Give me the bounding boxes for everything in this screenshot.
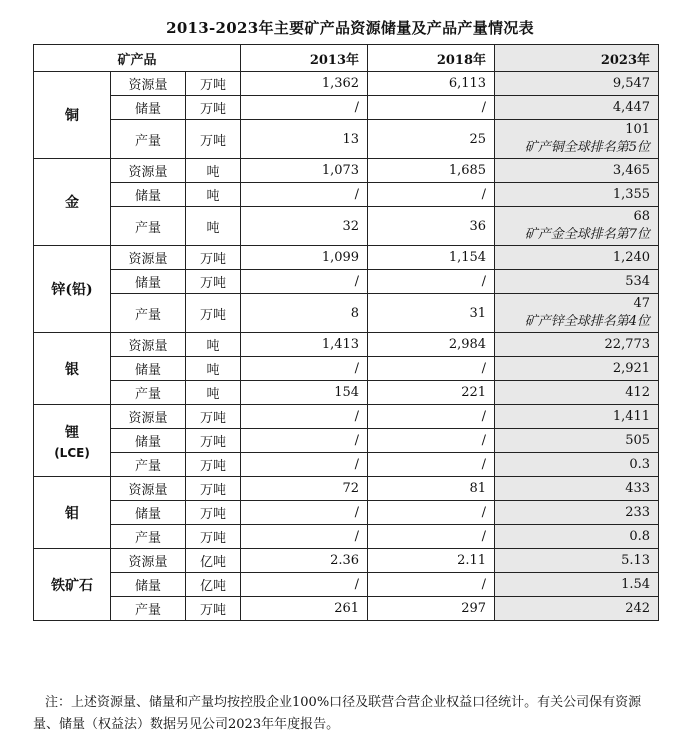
value-2013: / bbox=[241, 453, 368, 477]
unit-cell: 吨 bbox=[186, 381, 241, 405]
value-2013: 1,099 bbox=[241, 246, 368, 270]
value-2013: / bbox=[241, 501, 368, 525]
value-2013: 72 bbox=[241, 477, 368, 501]
item-cell: 储量 bbox=[111, 357, 186, 381]
table-row bbox=[34, 357, 659, 381]
unit-cell: 万吨 bbox=[186, 294, 241, 333]
unit-cell: 万吨 bbox=[186, 429, 241, 453]
value-2023: 233 bbox=[495, 501, 659, 525]
item-cell: 产量 bbox=[111, 294, 186, 333]
unit-cell: 吨 bbox=[186, 333, 241, 357]
table-title: 2013-2023年主要矿产品资源储量及产品产量情况表 bbox=[166, 19, 534, 37]
value-2023: 0.3 bbox=[495, 453, 659, 477]
global-rank-note: 矿产铜全球排名第5位 bbox=[524, 140, 651, 155]
table-row bbox=[34, 333, 659, 357]
unit-cell: 亿吨 bbox=[186, 573, 241, 597]
value-2018: 31 bbox=[368, 294, 495, 333]
value-2013: / bbox=[241, 96, 368, 120]
mineral-name bbox=[34, 549, 111, 621]
unit-cell: 万吨 bbox=[186, 246, 241, 270]
item-cell: 储量 bbox=[111, 429, 186, 453]
unit-cell: 万吨 bbox=[186, 270, 241, 294]
value-2013: 13 bbox=[241, 120, 368, 159]
value-2013: / bbox=[241, 573, 368, 597]
value-2013: / bbox=[241, 183, 368, 207]
value-2018: / bbox=[368, 405, 495, 429]
table-row bbox=[34, 405, 659, 429]
table-row bbox=[34, 183, 659, 207]
table-row bbox=[34, 72, 659, 96]
value-2023: 433 bbox=[495, 477, 659, 501]
value-2013: / bbox=[241, 429, 368, 453]
table-row bbox=[34, 246, 659, 270]
value-2018: 1,154 bbox=[368, 246, 495, 270]
header-2023: 2023年 bbox=[495, 45, 659, 72]
value-2023: 412 bbox=[495, 381, 659, 405]
value-2018: / bbox=[368, 96, 495, 120]
value-2023: 4,447 bbox=[495, 96, 659, 120]
item-cell: 产量 bbox=[111, 381, 186, 405]
value-2018: 36 bbox=[368, 207, 495, 246]
table-row bbox=[34, 120, 659, 159]
value-2023-number: 68 bbox=[633, 209, 651, 224]
value-2023 bbox=[495, 294, 659, 333]
item-cell: 储量 bbox=[111, 183, 186, 207]
mineral-label: 钼 bbox=[65, 505, 79, 522]
mineral-name bbox=[34, 477, 111, 549]
unit-cell: 吨 bbox=[186, 183, 241, 207]
value-2013: / bbox=[241, 357, 368, 381]
item-cell: 资源量 bbox=[111, 72, 186, 96]
value-2023: 9,547 bbox=[495, 72, 659, 96]
value-2023: 534 bbox=[495, 270, 659, 294]
value-2018: 221 bbox=[368, 381, 495, 405]
value-2013: 154 bbox=[241, 381, 368, 405]
value-2018: 297 bbox=[368, 597, 495, 621]
global-rank-note: 矿产金全球排名第7位 bbox=[524, 227, 651, 242]
mineral-table bbox=[33, 44, 659, 621]
value-2018: / bbox=[368, 429, 495, 453]
unit-cell: 万吨 bbox=[186, 72, 241, 96]
table-row bbox=[34, 597, 659, 621]
table-row bbox=[34, 96, 659, 120]
unit-cell: 万吨 bbox=[186, 597, 241, 621]
value-2018: / bbox=[368, 183, 495, 207]
value-2013: 32 bbox=[241, 207, 368, 246]
mineral-name bbox=[34, 333, 111, 405]
unit-cell: 万吨 bbox=[186, 120, 241, 159]
item-cell: 资源量 bbox=[111, 333, 186, 357]
unit-cell: 万吨 bbox=[186, 453, 241, 477]
value-2018: / bbox=[368, 501, 495, 525]
value-2013: 8 bbox=[241, 294, 368, 333]
unit-cell: 亿吨 bbox=[186, 549, 241, 573]
mineral-name bbox=[34, 246, 111, 333]
mineral-label: 锌(铅) bbox=[51, 282, 93, 298]
value-2018: / bbox=[368, 573, 495, 597]
mineral-name bbox=[34, 159, 111, 246]
value-2013: / bbox=[241, 270, 368, 294]
table-row bbox=[34, 525, 659, 549]
item-cell: 资源量 bbox=[111, 159, 186, 183]
header-row bbox=[34, 45, 659, 72]
table-row bbox=[34, 429, 659, 453]
unit-cell: 万吨 bbox=[186, 405, 241, 429]
value-2023: 2,921 bbox=[495, 357, 659, 381]
value-2018: 81 bbox=[368, 477, 495, 501]
value-2023: 3,465 bbox=[495, 159, 659, 183]
item-cell: 资源量 bbox=[111, 477, 186, 501]
value-2023: 1,355 bbox=[495, 183, 659, 207]
item-cell: 产量 bbox=[111, 597, 186, 621]
mineral-label: 铁矿石 bbox=[51, 577, 93, 594]
value-2023-number: 101 bbox=[625, 122, 651, 137]
value-2023 bbox=[495, 207, 659, 246]
value-2023: 242 bbox=[495, 597, 659, 621]
footnote: 注：上述资源量、储量和产量均按控股企业100%口径及联营合营企业权益口径统计。有关公司保有资源量、储量（权益法）数据另见公司2023年年度报告。 bbox=[33, 695, 642, 732]
mineral-label: 铜 bbox=[65, 108, 79, 124]
value-2023 bbox=[495, 120, 659, 159]
unit-cell: 吨 bbox=[186, 207, 241, 246]
value-2023: 505 bbox=[495, 429, 659, 453]
value-2023: 22,773 bbox=[495, 333, 659, 357]
header-mineral: 矿产品 bbox=[34, 45, 241, 72]
value-2013: 1,073 bbox=[241, 159, 368, 183]
value-2018: 1,685 bbox=[368, 159, 495, 183]
value-2013: 261 bbox=[241, 597, 368, 621]
unit-cell: 吨 bbox=[186, 159, 241, 183]
value-2018: / bbox=[368, 270, 495, 294]
value-2013: 2.36 bbox=[241, 549, 368, 573]
value-2013: / bbox=[241, 405, 368, 429]
unit-cell: 万吨 bbox=[186, 477, 241, 501]
table-row bbox=[34, 549, 659, 573]
table-row bbox=[34, 294, 659, 333]
unit-cell: 吨 bbox=[186, 357, 241, 381]
mineral-name bbox=[34, 72, 111, 159]
cropped-top-line bbox=[40, 0, 310, 5]
value-2018: / bbox=[368, 525, 495, 549]
item-cell: 储量 bbox=[111, 270, 186, 294]
mineral-label: 锂 bbox=[65, 424, 79, 441]
item-cell: 产量 bbox=[111, 525, 186, 549]
header-2018: 2018年 bbox=[368, 45, 495, 72]
item-cell: 产量 bbox=[111, 207, 186, 246]
global-rank-note: 矿产锌全球排名第4位 bbox=[524, 314, 651, 329]
unit-cell: 万吨 bbox=[186, 525, 241, 549]
item-cell: 产量 bbox=[111, 120, 186, 159]
value-2023: 0.8 bbox=[495, 525, 659, 549]
unit-cell: 万吨 bbox=[186, 501, 241, 525]
mineral-label: 金 bbox=[65, 195, 79, 211]
item-cell: 储量 bbox=[111, 96, 186, 120]
unit-cell: 万吨 bbox=[186, 96, 241, 120]
table-row bbox=[34, 453, 659, 477]
table-row bbox=[34, 477, 659, 501]
table-row bbox=[34, 501, 659, 525]
value-2023: 5.13 bbox=[495, 549, 659, 573]
value-2018: 2,984 bbox=[368, 333, 495, 357]
value-2023-number: 47 bbox=[633, 296, 651, 311]
value-2013: / bbox=[241, 525, 368, 549]
item-cell: 产量 bbox=[111, 453, 186, 477]
mineral-label: 银 bbox=[65, 361, 79, 378]
value-2013: 1,362 bbox=[241, 72, 368, 96]
table-row bbox=[34, 573, 659, 597]
value-2023: 1.54 bbox=[495, 573, 659, 597]
value-2018: 25 bbox=[368, 120, 495, 159]
value-2023: 1,240 bbox=[495, 246, 659, 270]
value-2018: / bbox=[368, 453, 495, 477]
mineral-sublabel: (LCE) bbox=[54, 445, 90, 460]
table-row bbox=[34, 159, 659, 183]
item-cell: 资源量 bbox=[111, 549, 186, 573]
table-row bbox=[34, 381, 659, 405]
value-2013: 1,413 bbox=[241, 333, 368, 357]
item-cell: 储量 bbox=[111, 573, 186, 597]
item-cell: 储量 bbox=[111, 501, 186, 525]
value-2018: 6,113 bbox=[368, 72, 495, 96]
mineral-name bbox=[34, 405, 111, 477]
table-row bbox=[34, 207, 659, 246]
item-cell: 资源量 bbox=[111, 405, 186, 429]
value-2018: / bbox=[368, 357, 495, 381]
item-cell: 资源量 bbox=[111, 246, 186, 270]
value-2023: 1,411 bbox=[495, 405, 659, 429]
value-2018: 2.11 bbox=[368, 549, 495, 573]
table-row bbox=[34, 270, 659, 294]
header-2013: 2013年 bbox=[241, 45, 368, 72]
